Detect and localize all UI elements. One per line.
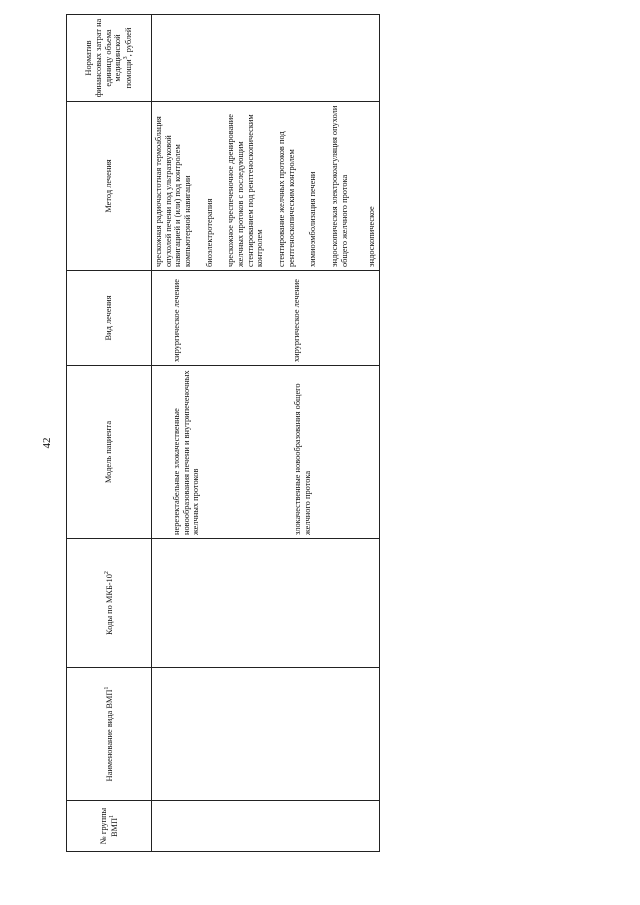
- header-vmp-name-text: Наименование вида ВМП: [104, 689, 114, 782]
- vmp-table: [66, 14, 380, 852]
- cell-group-number: [152, 801, 380, 852]
- method-item: чрескожная радиочастотная термоаблация опухолей печени под ультразвуковой навигацией и (или) под контролем компьютерной навигации: [154, 116, 192, 267]
- header-icd-codes: [67, 539, 152, 668]
- treatment-type-2: хирургическое лечение: [291, 279, 301, 362]
- method-item: эндоскопическое: [367, 206, 377, 267]
- header-vmp-name: [67, 668, 152, 801]
- method-item: биоэлектротерапия: [204, 198, 214, 267]
- header-cost-norm-unit: , рублей: [123, 27, 133, 57]
- header-patient-model-text: Модель пациента: [104, 420, 114, 484]
- cell-icd-codes: [152, 539, 380, 668]
- header-treatment-type: [67, 271, 152, 366]
- rotated-table-wrapper: [66, 18, 616, 852]
- header-treatment-type-text: Вид лечения: [104, 295, 114, 341]
- patient-model-2: злокачественные новообразования общего желчного протока: [292, 383, 312, 535]
- header-cost-norm-footnote: 3: [123, 56, 130, 60]
- method-item: чрескожное чреспеченочное дренирование желчных протоков с последующим стентированием под рентгеноскопическим контролем: [226, 114, 265, 267]
- header-group-number-text: № группы ВМП: [98, 807, 119, 845]
- header-vmp-name-footnote: 1: [103, 686, 110, 690]
- header-icd-codes-footnote: 2: [103, 571, 110, 575]
- header-group-number: [67, 801, 152, 852]
- method-item: химиоэмболизация печени: [308, 171, 318, 267]
- header-cost-norm-text: Норматив финансовых затрат на единицу объема медицинской помощи: [84, 18, 133, 98]
- header-treatment-method-text: Метод лечения: [104, 159, 114, 213]
- header-patient-model: [67, 366, 152, 539]
- cell-vmp-name: [152, 668, 380, 801]
- method-item: стентирование желчных протоков под рентгеноскопическим контролем: [276, 131, 296, 267]
- table-header-row: [67, 15, 152, 852]
- treatment-method-list: [154, 105, 377, 267]
- treatment-type-1: хирургическое лечение: [172, 279, 181, 362]
- table-row: [152, 15, 380, 852]
- cell-patient-model: [152, 366, 380, 539]
- page-number: 42: [41, 437, 53, 449]
- header-treatment-method: [67, 102, 152, 271]
- header-group-number-footnote: 1: [108, 814, 115, 818]
- cell-treatment-method: [152, 102, 380, 271]
- header-icd-codes-text: Коды по МКБ-10: [104, 574, 114, 635]
- cell-cost-norm: [152, 15, 380, 102]
- header-cost-norm: [67, 15, 152, 102]
- patient-model-1: нерезектабельные злокачественные новообразования печени и внутрипеченочных желчных протоков: [172, 370, 201, 535]
- method-item: эндоскопическая электрокоагуляция опухоли общего желчного протока: [329, 105, 349, 267]
- cell-treatment-type: [152, 271, 380, 366]
